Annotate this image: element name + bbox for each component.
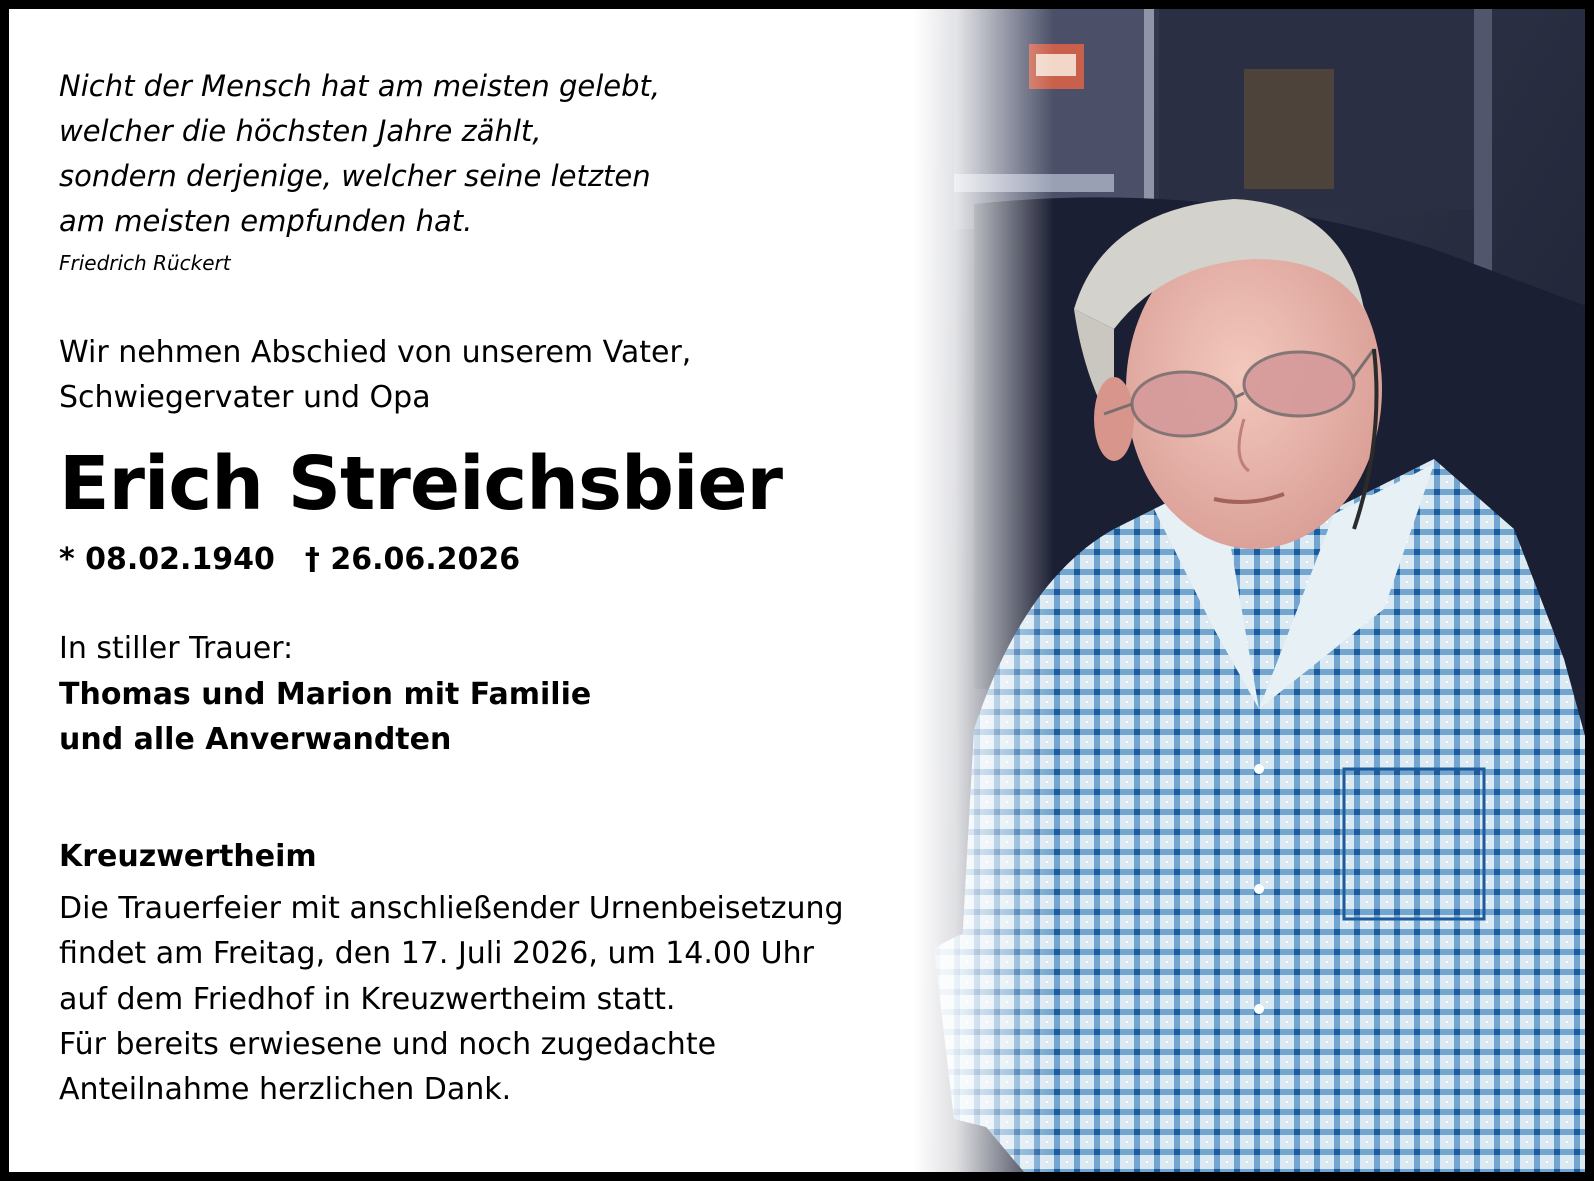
intro-line: Schwiegervater und Opa bbox=[59, 380, 431, 415]
ceremony-line: auf dem Friedhof in Kreuzwertheim statt. bbox=[59, 982, 676, 1017]
mourner-name: Thomas und Marion mit Familie bbox=[59, 677, 592, 712]
ceremony-line: Anteilnahme herzlichen Dank. bbox=[59, 1072, 512, 1107]
birth-date: * 08.02.1940 bbox=[59, 542, 275, 577]
quote-line: sondern derjenige, welcher seine letzten bbox=[59, 159, 651, 193]
quote-line: welcher die höchsten Jahre zählt, bbox=[59, 114, 542, 148]
death-date: † 26.06.2026 bbox=[304, 542, 521, 577]
deceased-name: Erich Streichsbier bbox=[59, 441, 783, 527]
portrait-photo bbox=[914, 9, 1594, 1172]
quote-author: Friedrich Rückert bbox=[59, 251, 231, 275]
ceremony-place: Kreuzwertheim bbox=[59, 839, 317, 874]
photo-fade-overlay bbox=[914, 9, 1054, 1172]
ceremony-line: Die Trauerfeier mit anschließender Urnenbeisetzung bbox=[59, 891, 844, 926]
intro-line: Wir nehmen Abschied von unserem Vater, bbox=[59, 335, 692, 370]
life-dates bbox=[59, 542, 520, 577]
ceremony-line: findet am Freitag, den 17. Juli 2026, um 14.00 Uhr bbox=[59, 936, 814, 971]
quote-line: Nicht der Mensch hat am meisten gelebt, bbox=[59, 69, 661, 103]
mourners-label: In stiller Trauer: bbox=[59, 631, 294, 666]
mourner-name: und alle Anverwandten bbox=[59, 722, 452, 757]
ceremony-line: Für bereits erwiesene und noch zugedachte bbox=[59, 1027, 717, 1062]
quote-line: am meisten empfunden hat. bbox=[59, 204, 473, 238]
